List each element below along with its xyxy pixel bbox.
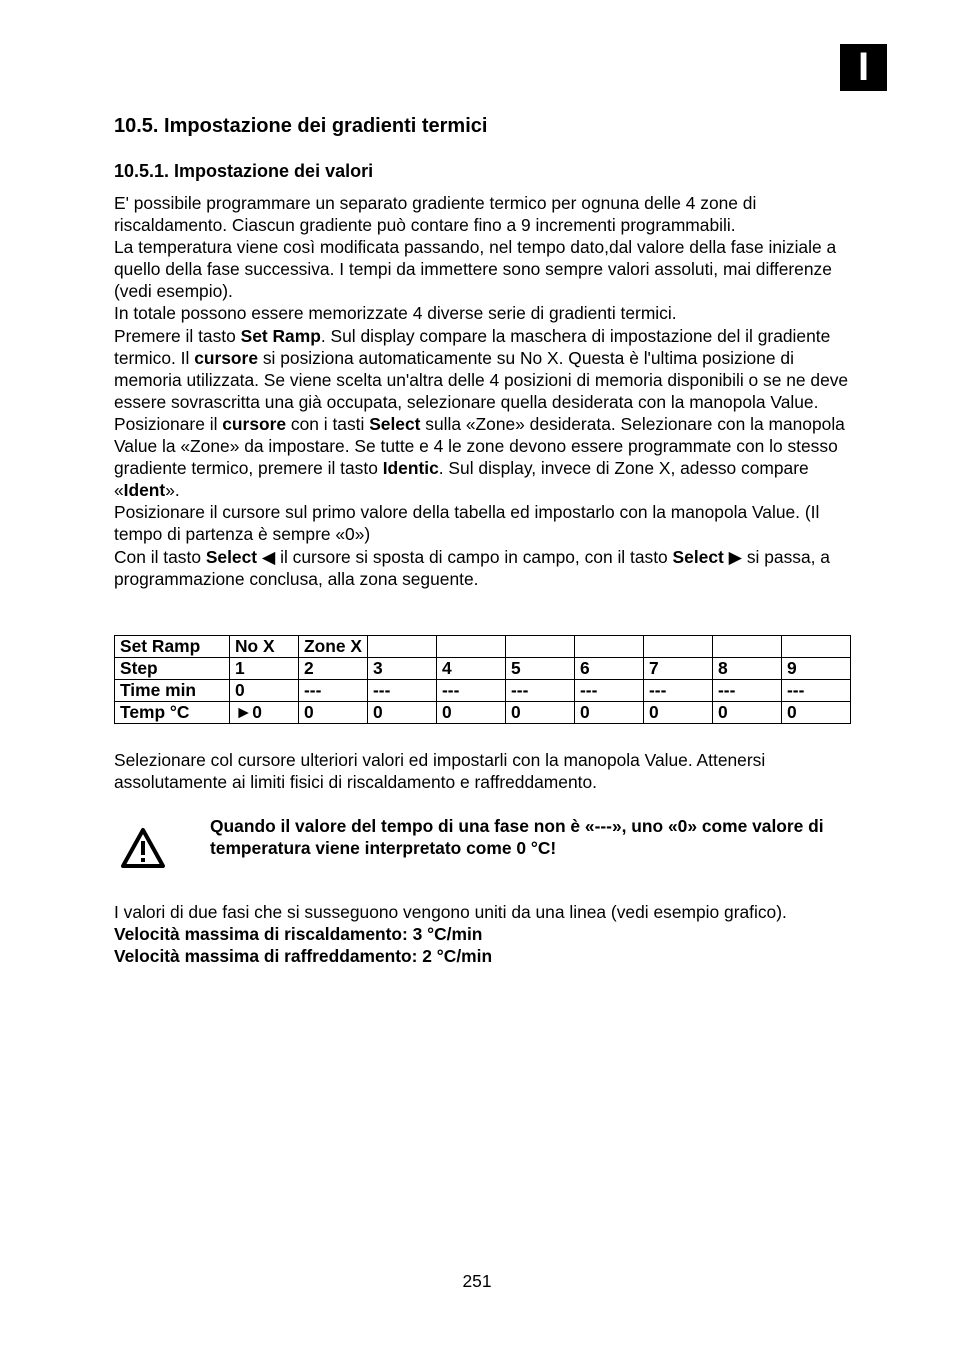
after-table-text — [114, 749, 854, 793]
table-cell — [506, 636, 575, 658]
table-cell: --- — [713, 680, 782, 702]
paragraph-3: In totale possono essere memorizzate 4 diverse serie di gradienti termici. — [114, 303, 677, 324]
paragraph-1: E' possibile programmare un separato gradiente termico per ognuna delle 4 zone di riscaldamento. Ciascun gradiente può contare fino a 9 incrementi programmabili. — [114, 193, 757, 236]
table-cell — [782, 636, 851, 658]
warning-text — [210, 815, 850, 859]
table-cell: Temp °C — [115, 702, 230, 724]
body-text — [114, 192, 854, 590]
page-number: 251 — [462, 1271, 492, 1291]
table-cell: --- — [506, 680, 575, 702]
table-cell — [713, 636, 782, 658]
table-cell: 9 — [782, 658, 851, 680]
table-cell: 0 — [782, 702, 851, 724]
table-cell: --- — [575, 680, 644, 702]
table-cell: ►0 — [230, 702, 299, 724]
table-cell: --- — [782, 680, 851, 702]
warning-icon — [120, 827, 166, 869]
table-row — [115, 658, 851, 680]
table-cell: 8 — [713, 658, 782, 680]
table-cell: No X — [230, 636, 299, 658]
table-cell: 0 — [713, 702, 782, 724]
final-text — [114, 901, 854, 967]
table-cell: Step — [115, 658, 230, 680]
table-cell: 0 — [644, 702, 713, 724]
table-cell: --- — [299, 680, 368, 702]
language-tab: I — [840, 44, 887, 91]
table-cell: Zone X — [299, 636, 368, 658]
table-cell — [644, 636, 713, 658]
table-cell: 2 — [299, 658, 368, 680]
table-cell: 0 — [368, 702, 437, 724]
section-title: 10.5. Impostazione dei gradienti termici — [114, 115, 488, 137]
table-cell: 4 — [437, 658, 506, 680]
final-paragraph: I valori di due fasi che si susseguono vengono uniti da una linea (vedi esempio grafico). — [114, 902, 787, 922]
table-cell — [575, 636, 644, 658]
table-cell: 0 — [575, 702, 644, 724]
table-cell: 1 — [230, 658, 299, 680]
table-cell — [437, 636, 506, 658]
table-cell: 3 — [368, 658, 437, 680]
table-cell: Set Ramp — [115, 636, 230, 658]
table-cell: 0 — [437, 702, 506, 724]
table-cell: 5 — [506, 658, 575, 680]
table-cell: 7 — [644, 658, 713, 680]
table-cell: 0 — [506, 702, 575, 724]
heating-rate: Velocità massima di riscaldamento: 3 °C/min — [114, 924, 483, 945]
paragraph-2: La temperatura viene così modificata passando, nel tempo dato,dal valore della fase iniziale a quello della fase successiva. I tempi da immettere sono sempre valori assoluti, mai differenze (vedi esempio). — [114, 237, 837, 302]
paragraph-6: Posizionare il cursore sul primo valore della tabella ed impostarlo con la manopola Value. (Il tempo di partenza è sempre «0») — [114, 502, 820, 545]
cooling-rate: Velocità massima di raffreddamento: 2 °C/min — [114, 946, 493, 967]
table-cell: Time min — [115, 680, 230, 702]
table-row — [115, 702, 851, 724]
table-row — [115, 636, 851, 658]
paragraph-4: Premere il tasto Set Ramp. Sul display compare la maschera di impostazione del il gradiente termico. Il cursore si posiziona automaticamente su No X. Questa è l'ultima posizione di memoria utilizzata. Se viene scelta un'altra delle 4 posizioni di memoria disponibili o se ne deve essere sovrascritta una già occupata, selezionare quella desiderata con la manopola Value. — [114, 325, 849, 412]
table-cell — [368, 636, 437, 658]
after-table-paragraph: Selezionare col cursore ulteriori valori ed impostarli con la manopola Value. Attenersi assolutamente ai limiti fisici di riscaldamento e raffreddamento. — [114, 750, 766, 793]
paragraph-5: Posizionare il cursore con i tasti Select sulla «Zone» desiderata. Selezionare con la manopola Value la «Zone» da impostare. Se tutte e 4 le zone devono essere programmate con lo stesso gradiente termico, premere il tasto Identic. Sul display, invece di Zone X, adesso compare «Ident». — [114, 413, 845, 501]
table-cell: 0 — [299, 702, 368, 724]
table-cell: --- — [368, 680, 437, 702]
table-cell: --- — [437, 680, 506, 702]
table-cell: --- — [644, 680, 713, 702]
ramp-table — [114, 635, 851, 724]
subsection-title: 10.5.1. Impostazione dei valori — [114, 161, 374, 181]
table-cell: 0 — [230, 680, 299, 702]
table-cell: 6 — [575, 658, 644, 680]
paragraph-7: Con il tasto Select ◀ il cursore si sposta di campo in campo, con il tasto Select ▶ si passa, a programmazione conclusa, alla zona seguente. — [114, 546, 830, 589]
table-row — [115, 680, 851, 702]
warning-paragraph: Quando il valore del tempo di una fase non è «---», uno «0» come valore di temperatura viene interpretato come 0 °C! — [210, 816, 824, 859]
